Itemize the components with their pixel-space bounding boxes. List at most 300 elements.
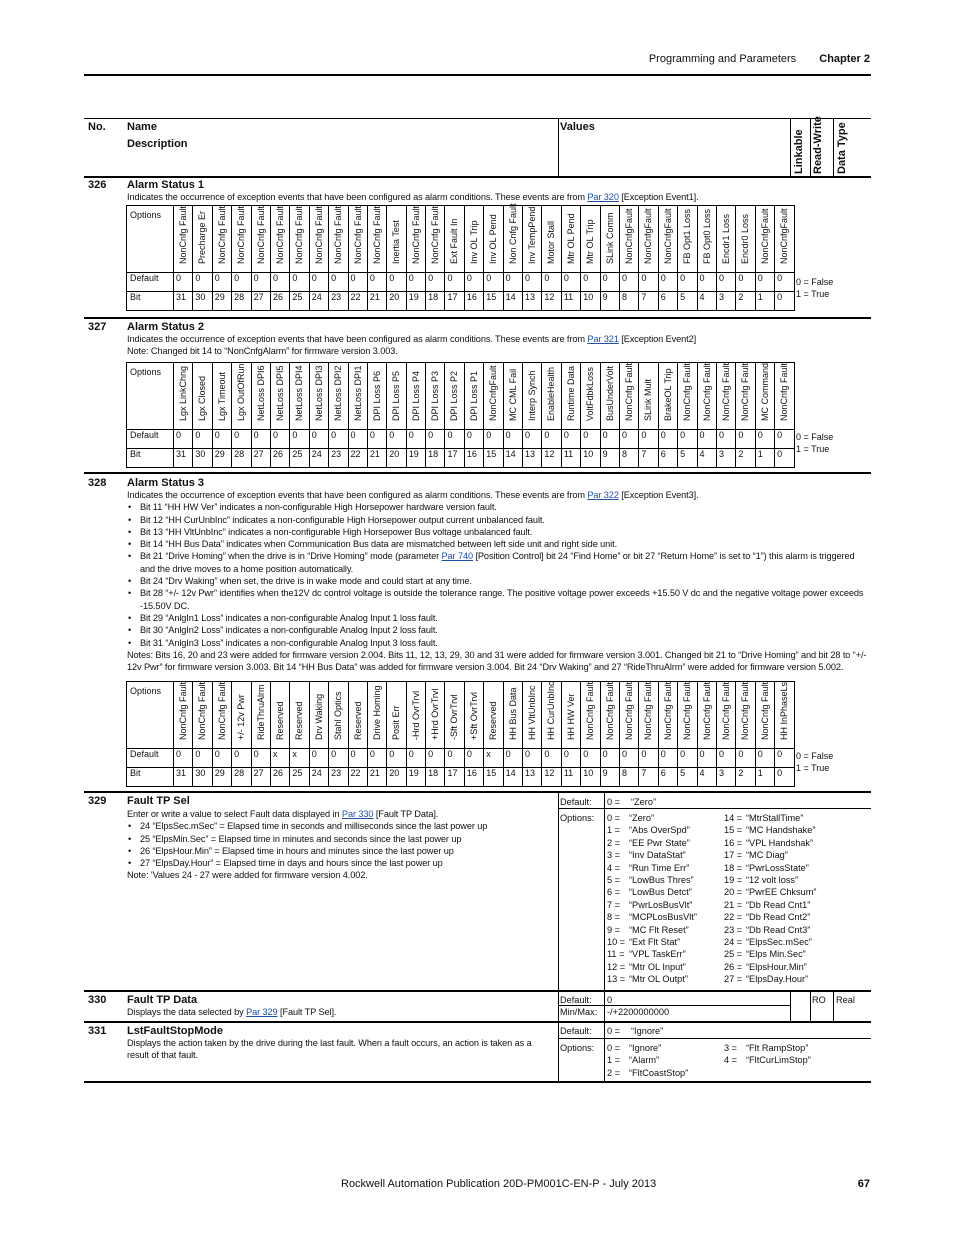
bit-number: 0 (775, 768, 794, 787)
bit-number: 18 (426, 292, 445, 311)
bit-label: Bit (127, 768, 174, 787)
option-item (607, 874, 725, 886)
col-description: Description (127, 138, 188, 150)
bit-name-cell (697, 682, 716, 749)
option-item (607, 936, 725, 948)
bit-default: 0 (348, 749, 367, 768)
bit-default: 0 (503, 273, 522, 292)
bit-name-cell (678, 682, 697, 749)
bit-number: 12 (542, 768, 561, 787)
option-item (607, 837, 725, 849)
bit-name-cell (658, 206, 677, 273)
bit-number: 11 (561, 292, 580, 311)
bit-name: RideThruAlrm (255, 684, 266, 740)
bit-name: NonCnfg Fault (236, 205, 247, 264)
bit-name: NonCnfg Fault (701, 681, 712, 740)
bullet: • Bit 24 “Drv Waking” when set, the drive is in wake mode and could start at any time. (127, 575, 869, 587)
bit-name: Precharge Er (197, 210, 208, 264)
bit-number: 18 (426, 768, 445, 787)
bit-name-cell (174, 206, 193, 273)
col-divider (558, 1023, 559, 1081)
bit-number: 11 (561, 768, 580, 787)
param-description: Indicates the occurrence of exception events that have been configured as alarm conditions. These events are from Par 320 [Exception Event1]. (127, 192, 699, 202)
bit-name: HH CurUnbInc (546, 681, 557, 740)
bit-name: NonCnfg Fault (585, 681, 596, 740)
bit-default: 0 (678, 749, 697, 768)
bit-default: 0 (174, 273, 193, 292)
bit-name-cell (600, 682, 619, 749)
bit-name: Encdr0 Loss (740, 213, 751, 264)
bit-name: Non Cnfg Fault (507, 203, 518, 264)
default-label: Default: (560, 1026, 592, 1036)
bit-name: Drive Homing (371, 685, 382, 740)
default-value: 0 = (607, 797, 621, 807)
bit-number: 9 (600, 292, 619, 311)
bit-name-cell (445, 206, 464, 273)
bit-number: 5 (678, 292, 697, 311)
bit-legend: 0 = False 1 = True (796, 277, 834, 299)
option-label: “12 volt loss” (746, 875, 799, 886)
bit-default: 0 (232, 273, 251, 292)
bit-name-cell (232, 206, 251, 273)
bit-number: 31 (174, 768, 193, 787)
bit-default: 0 (716, 430, 735, 449)
option-item (724, 824, 842, 836)
bit-default: 0 (503, 430, 522, 449)
bit-name: Reserved (352, 701, 363, 740)
bullet: • 25 “ElpsMin.Sec” = Elapsed time in minutes and seconds since the last power up (127, 833, 552, 845)
bit-legend: 0 = False 1 = True (796, 751, 834, 773)
bit-label: Bit (127, 449, 174, 468)
option-item (724, 1042, 842, 1054)
bullet: • Bit 11 “HH HW Ver” indicates a non-configurable High Horsepower hardware version fault. (127, 501, 869, 513)
bit-name-cell (619, 363, 638, 430)
bit-name: FB Opt1 Loss (682, 208, 693, 264)
bit-number: 20 (387, 768, 406, 787)
bit-default: 0 (542, 430, 561, 449)
bit-name: NetLoss DPI5 (274, 365, 285, 421)
option-item (724, 948, 842, 960)
col-divider (833, 992, 834, 1021)
bit-name-cell (251, 206, 270, 273)
default-label: Default: (560, 797, 592, 807)
bit-name: FB Opt0 Loss (701, 208, 712, 264)
bit-default: 0 (523, 749, 542, 768)
bit-number: 3 (716, 768, 735, 787)
option-number: 15 = (724, 825, 743, 836)
option-number: 6 = (607, 887, 621, 898)
bit-number: 8 (619, 768, 638, 787)
col-divider (558, 793, 559, 990)
option-item (607, 961, 725, 973)
bit-name: Inv OL Trip (468, 220, 479, 264)
bit-name-cell (270, 682, 289, 749)
bit-default: 0 (367, 273, 386, 292)
col-divider (790, 992, 791, 1021)
bit-default: 0 (387, 430, 406, 449)
bit-name-cell (348, 206, 367, 273)
bit-default: 0 (348, 430, 367, 449)
option-label: “Mtr OL Outpt” (629, 974, 688, 985)
bit-name: Posit Err (391, 705, 402, 740)
bit-default: 0 (387, 273, 406, 292)
bit-name-cell (736, 363, 755, 430)
table-top-rule (84, 118, 871, 119)
bit-name: Lgx OutOfRun (236, 363, 247, 421)
par-link[interactable]: Par 740 (441, 551, 473, 562)
bit-name: NonCnfg Fault (430, 205, 441, 264)
bit-name-cell (309, 682, 328, 749)
section-title: Programming and Parameters (648, 53, 797, 65)
option-number: 3 = (607, 850, 621, 861)
bit-default: 0 (658, 430, 677, 449)
bit-number: 11 (561, 449, 580, 468)
col-divider (810, 992, 811, 1021)
bit-number: 2 (736, 449, 755, 468)
bit-name-cell (309, 206, 328, 273)
bit-number: 16 (464, 449, 483, 468)
bit-name: -Hrd OvrTrvl (410, 690, 421, 740)
bit-name: +/- 12v Pwr (236, 694, 247, 740)
bit-default: 0 (329, 430, 348, 449)
bit-name-cell (600, 206, 619, 273)
bit-number: 27 (251, 449, 270, 468)
par-link[interactable]: Par 322 (587, 490, 619, 500)
bit-legend: 0 = False 1 = True (796, 432, 834, 454)
bit-default: 0 (716, 273, 735, 292)
col-divider (604, 793, 605, 990)
option-label: “EE Pwr State” (629, 837, 690, 848)
bit-default: 0 (329, 273, 348, 292)
bit-name: NonCnfg Fault (604, 681, 615, 740)
option-item (724, 973, 842, 985)
bit-default: x (270, 749, 289, 768)
param-name: Fault TP Sel (127, 795, 190, 807)
bit-default: 0 (329, 749, 348, 768)
bit-default: 0 (697, 749, 716, 768)
bit-number: 1 (755, 768, 774, 787)
default-value: 0 (607, 995, 613, 1005)
bit-name-cell (426, 206, 445, 273)
bit-default: 0 (367, 430, 386, 449)
bit-default: 0 (251, 273, 270, 292)
bit-default: 0 (678, 430, 697, 449)
bit-default: 0 (678, 273, 697, 292)
bit-name-cell (600, 363, 619, 430)
bit-name-cell (619, 206, 638, 273)
bit-name: Drv Waking (313, 693, 324, 740)
bit-name: NonCnfgFault (759, 208, 770, 264)
bit-name-cell (309, 363, 328, 430)
bit-name-cell (775, 363, 794, 430)
bit-default: 0 (193, 273, 212, 292)
bit-name-cell (270, 363, 289, 430)
bit-name: NetLoss DPI2 (333, 365, 344, 421)
bit-name: HH Bus Data (507, 687, 518, 740)
option-item (607, 862, 725, 874)
bit-default: 0 (251, 430, 270, 449)
bit-name-cell (290, 682, 309, 749)
bit-name: HH HW Ver (565, 693, 576, 740)
bit-default: 0 (309, 749, 328, 768)
option-label: “Db Read Cnt3” (746, 924, 811, 935)
bit-number: 28 (232, 449, 251, 468)
bit-name-cell (736, 682, 755, 749)
minmax-value: -/+2200000000 (607, 1007, 670, 1017)
bit-name: NonCnfg Fault (410, 205, 421, 264)
col-name: Name (127, 121, 157, 133)
bit-name-cell (755, 363, 774, 430)
option-number: 2 = (607, 1067, 621, 1078)
param-description: Displays the action taken by the drive during the last fault. When a fault occurs, an action is taken as a result of that fault. (127, 1038, 532, 1061)
option-item (724, 924, 842, 936)
bit-name: NonCnfg Fault (178, 205, 188, 264)
par-link[interactable]: Par 320 (587, 192, 619, 202)
bit-name-cell (639, 363, 658, 430)
bullet: • 27 “ElpsDay.Hour” = Elapsed time in days and hours since the last power up (127, 857, 552, 869)
bit-number: 17 (445, 768, 464, 787)
cell-rule (558, 808, 871, 809)
bit-name-cell (406, 682, 425, 749)
bit-name: Lgx LinkChng (178, 365, 188, 421)
bit-number: 25 (290, 292, 309, 311)
bit-name-cell (193, 682, 212, 749)
bit-name: BusUnderVolt (604, 365, 615, 421)
option-label: “Run Time Err” (629, 862, 690, 873)
param-name: Alarm Status 1 (127, 179, 205, 191)
bit-name-cell (251, 363, 270, 430)
bit-name-cell (290, 363, 309, 430)
data-type-value: Real (836, 995, 855, 1005)
bit-default: 0 (445, 273, 464, 292)
bit-number: 24 (309, 768, 328, 787)
bit-name: BrakeOL Trip (662, 368, 673, 421)
bit-default: 0 (270, 430, 289, 449)
bit-number: 23 (329, 449, 348, 468)
col-divider (558, 992, 559, 1021)
bit-default: 0 (484, 273, 503, 292)
default-text: “Zero” (631, 797, 657, 807)
bit-default: 0 (367, 749, 386, 768)
bit-name-cell (193, 363, 212, 430)
bit-name-cell (270, 206, 289, 273)
option-number: 5 = (607, 875, 621, 886)
bit-name-cell (503, 363, 522, 430)
bit-name: NonCnfg Fault (294, 205, 305, 264)
bit-name: EnableHealth (546, 366, 557, 421)
col-data-type: Data Type (836, 122, 848, 174)
par-link[interactable]: Par 329 (246, 1007, 278, 1017)
bit-name-cell (658, 682, 677, 749)
options-label: Options (127, 206, 174, 273)
option-item (724, 812, 842, 824)
bullet: • 26 “ElpsHour.Min” = Elapsed time in hours and minutes since the last power up (127, 845, 552, 857)
bit-default: 0 (309, 273, 328, 292)
bit-name: Mtr OL Pend (565, 213, 576, 264)
bit-name: Interp Synch (527, 370, 538, 421)
bit-name: SLink Comm (604, 212, 615, 264)
col-values: Values (560, 121, 595, 133)
bit-number: 30 (193, 768, 212, 787)
bit-number: 3 (716, 292, 735, 311)
bit-name-cell (212, 363, 231, 430)
bit-name: NonCnfg Fault (216, 681, 227, 740)
option-item (724, 936, 842, 948)
options-label: Options (127, 682, 174, 749)
bit-number: 14 (503, 449, 522, 468)
bit-number: 2 (736, 292, 755, 311)
bit-default: 0 (542, 273, 561, 292)
option-number: 18 = (724, 862, 743, 873)
bit-name-cell (581, 682, 600, 749)
bit-default: 0 (542, 749, 561, 768)
option-number: 11 = (607, 949, 625, 960)
col-divider (558, 118, 559, 177)
bit-name-cell (193, 206, 212, 273)
option-label: “Ignore” (629, 1043, 662, 1053)
bit-name: NonCnfgFault (779, 208, 790, 264)
bit-name-cell (406, 363, 425, 430)
bit-default: 0 (193, 430, 212, 449)
bit-name: NonCnfg Fault (643, 681, 654, 740)
option-number: 1 = (607, 825, 621, 836)
notes: Notes: Bits 16, 20 and 23 were added for firmware version 2.004. Bits 11, 12, 13, 29, 30 and 31 were added for firmware version 3.001. Changed bit 21 to “Drive Homing” and bit 28 to “+/- 12v Pwr” for firmware version 3.003. Bit 14 “HH Bus Data” was added for firmware version 3.004. Bit 24 “Drv Waking” and 27 “RideThruAlrm” were added for firmware version 5.002. (127, 649, 867, 673)
bit-name-cell (561, 206, 580, 273)
bit-number: 13 (523, 449, 542, 468)
bit-name: Mtr OL Trip (585, 219, 596, 264)
option-label: “Mtr OL Input” (629, 961, 686, 972)
bit-default: 0 (445, 430, 464, 449)
bit-name: Stahl Optics (333, 691, 344, 740)
bit-name: Runtime Data (565, 365, 576, 421)
bit-default: 0 (561, 749, 580, 768)
bit-name: NonCnfg Fault (216, 205, 227, 264)
bit-name-cell (387, 682, 406, 749)
option-item (607, 1042, 725, 1054)
option-number: 3 = (724, 1043, 738, 1053)
bit-name: NonCnfg Fault (682, 681, 693, 740)
bit-default: 0 (581, 430, 600, 449)
option-item (724, 849, 842, 861)
bit-number: 6 (658, 292, 677, 311)
bit-default: 0 (639, 273, 658, 292)
bit-name-cell (523, 363, 542, 430)
par-link[interactable]: Par 330 (341, 809, 374, 819)
bit-number: 21 (367, 449, 386, 468)
bit-name-cell (212, 682, 231, 749)
bit-default: 0 (503, 749, 522, 768)
option-number: 21 = (724, 899, 743, 910)
bit-number: 25 (290, 449, 309, 468)
param-description: Displays the data selected by Par 329 [Fault TP Sel]. (127, 1007, 337, 1017)
bit-number: 31 (174, 449, 193, 468)
option-item (607, 1067, 725, 1079)
option-label: “FltCoastStop” (629, 1067, 689, 1078)
default-row (127, 273, 795, 292)
bit-name: Inertia Test (391, 220, 402, 264)
bit-name-cell (775, 206, 794, 273)
bit-default: 0 (426, 749, 445, 768)
bit-name-cell (367, 206, 386, 273)
bit-name-cell (542, 206, 561, 273)
bit-number: 19 (406, 768, 425, 787)
bit-name: NonCnfg Fault (274, 205, 285, 264)
bit-number: 15 (484, 768, 503, 787)
bit-number: 0 (775, 292, 794, 311)
bit-default: 0 (639, 430, 658, 449)
bit-default: 0 (619, 749, 638, 768)
option-number: 20 = (724, 887, 743, 898)
bullet: • Bit 31 “AnlgIn3 Loss” indicates a non-configurable Analog Input 3 loss fault. (127, 637, 869, 649)
bit-name-cell (755, 206, 774, 273)
bit-default: 0 (174, 749, 193, 768)
bit-name-cell (387, 206, 406, 273)
option-label: “LowBus Thres” (629, 875, 694, 886)
param-number: 327 (88, 321, 107, 333)
bit-number: 5 (678, 449, 697, 468)
bit-name-cell (581, 363, 600, 430)
bit-default: 0 (755, 430, 774, 449)
bit-number: 14 (503, 292, 522, 311)
bit-default: 0 (775, 749, 794, 768)
bullet: • Bit 21 “Drive Homing” when the drive is in “Drive Homing” mode (parameter Par 740 [Position Control] bit 24 “Find Home” or bit 27 “Return Home” is set to “1”) this alarm is triggered and the drive moves to a home position automatically. (127, 550, 869, 575)
bit-default: 0 (736, 430, 755, 449)
param-description: Enter or write a value to select Fault data displayed in Par 330 [Fault TP Data]. • 24 “ElpsSec.mSec” = Elapsed time in seconds and milliseconds since the last power up • 25 “ElpsMin.Sec” = Elapsed time in minutes and seconds since the last power up • 26 “ElpsHour.Min” = Elapsed time in hours and minutes since the last power up • 27 “ElpsDay.Hour” = Elapsed time in days and hours since the last power up Note: 'Values 24 - 27 were added for firmware version 4.002. (127, 808, 552, 882)
bit-name: NonCnfgFault (488, 365, 499, 421)
bit-default: 0 (619, 273, 638, 292)
bit-default: 0 (348, 273, 367, 292)
row-rule (84, 990, 871, 992)
bit-name-cell (503, 682, 522, 749)
option-label: “VPL TaskErr” (629, 949, 686, 960)
option-number: 19 = (724, 875, 743, 886)
bit-name-cell (387, 363, 406, 430)
bit-number-row (127, 768, 795, 787)
option-number: 14 = (724, 813, 743, 823)
bit-name: Inv TempPend (527, 206, 538, 264)
bit-label: Bit (127, 292, 174, 311)
par-link[interactable]: Par 321 (587, 334, 619, 344)
default-label: Default (127, 430, 174, 449)
table-bottom-rule (84, 1081, 871, 1083)
bit-number: 2 (736, 768, 755, 787)
bit-name-cell (639, 206, 658, 273)
bit-name: Encdr1 Loss (720, 213, 731, 264)
bit-number: 16 (464, 768, 483, 787)
option-item (607, 886, 725, 898)
bit-name-cell (561, 363, 580, 430)
bit-number: 25 (290, 768, 309, 787)
bit-name: MC Command (759, 362, 770, 421)
bit-default: 0 (290, 273, 309, 292)
option-label: “Abs OverSpd” (629, 825, 690, 836)
options-label: Options (127, 363, 174, 430)
default-row (127, 430, 795, 449)
row-rule (84, 472, 871, 474)
bit-name: NonCnfg Fault (352, 205, 363, 264)
bit-default: 0 (406, 430, 425, 449)
param-name: LstFaultStopMode (127, 1025, 223, 1037)
param-description: Indicates the occurrence of exception events that have been configured as alarm conditions. These events are from Par 321 [Exception Event2] Note: Changed bit 14 to “NonCnfgAlarm” for firmware version 3.003. (127, 334, 697, 357)
param-name: Fault TP Data (127, 994, 198, 1006)
bit-number: 5 (678, 768, 697, 787)
bit-name: NonCnfg Fault (255, 205, 266, 264)
bit-default: 0 (619, 430, 638, 449)
bit-number: 18 (426, 449, 445, 468)
option-item (607, 973, 725, 985)
option-label: “MtrStallTime” (746, 813, 804, 823)
bit-name-cell (678, 363, 697, 430)
